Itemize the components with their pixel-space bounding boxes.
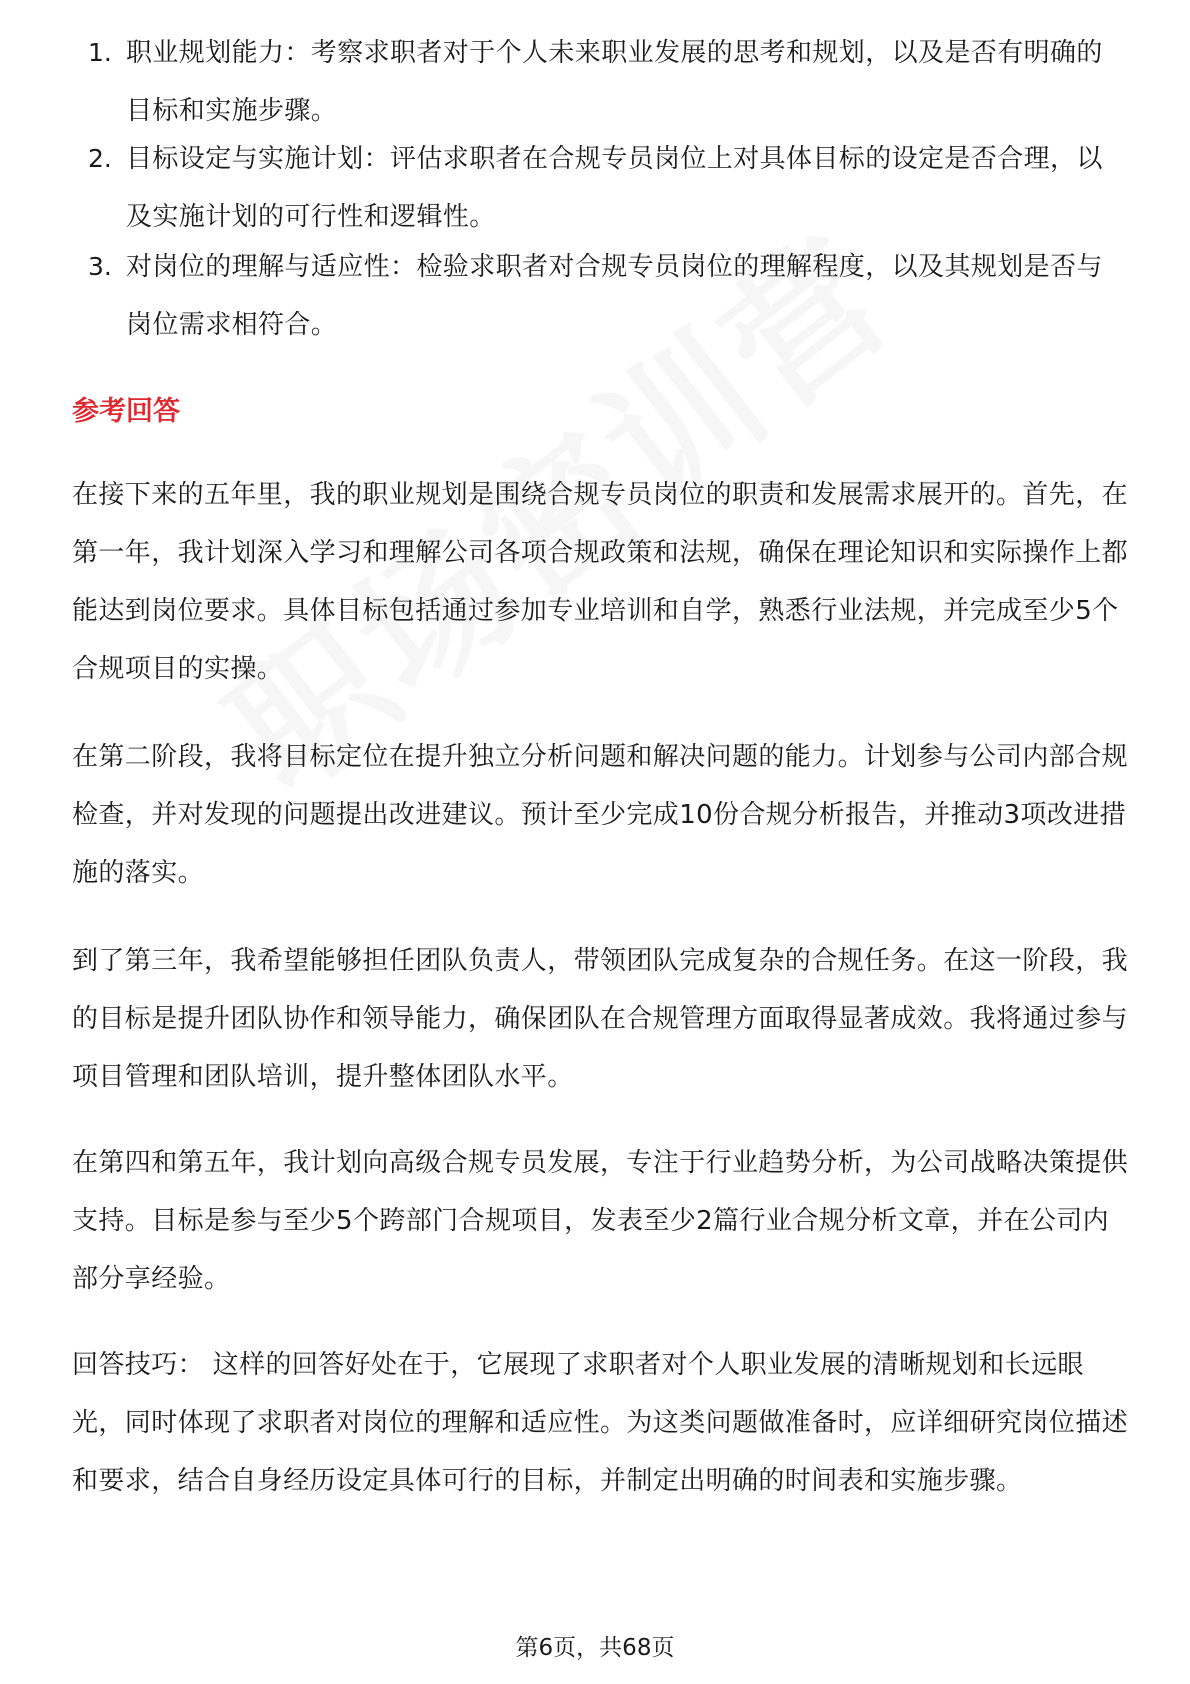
answer-paragraph: 在第四和第五年，我计划向高级合规专员发展，专注于行业趋势分析，为公司战略决策提供支持。目标是参与至少5个跨部门合规项目，发表至少2篇行业合规分析文章，并在公司内部分享经验。 <box>72 1148 1129 1294</box>
list-item-text: 目标设定与实施计划：评估求职者在合规专员岗位上对具体目标的设定是否合理，以及实施计划的可行性和逻辑性。 <box>126 144 1103 232</box>
answer-paragraph: 在接下来的五年里，我的职业规划是围绕合规专员岗位的职责和发展需求展开的。首先，在第一年，我计划深入学习和理解公司各项合规政策和法规，确保在理论知识和实际操作上都能达到岗位要求。具体目标包括通过参加专业培训和自学，熟悉行业法规，并完成至少5个合规项目的实操。 <box>72 480 1129 684</box>
list-number: 2. <box>88 144 112 173</box>
answer-paragraph: 在第二阶段，我将目标定位在提升独立分析问题和解决问题的能力。计划参与公司内部合规检查，并对发现的问题提出改进建议。预计至少完成10份合规分析报告，并推动3项改进措施的落实。 <box>72 742 1129 888</box>
list-number: 3. <box>88 252 112 281</box>
list-number: 1. <box>88 38 112 67</box>
page-number: 第6页，共68页 <box>515 1635 675 1661</box>
list-item-text: 职业规划能力：考察求职者对于个人未来职业发展的思考和规划，以及是否有明确的目标和实施步骤。 <box>126 38 1103 126</box>
answer-tips-paragraph: 回答技巧： 这样的回答好处在于，它展现了求职者对个人职业发展的清晰规划和长远眼光，同时体现了求职者对岗位的理解和适应性。为这类问题做准备时，应详细研究岗位描述和要求，结合自身经历设定具体可行的目标，并制定出明确的时间表和实施步骤。 <box>72 1350 1129 1496</box>
answer-paragraph: 到了第三年，我希望能够担任团队负责人，带领团队完成复杂的合规任务。在这一阶段，我的目标是提升团队协作和领导能力，确保团队在合规管理方面取得显著成效。我将通过参与项目管理和团队培训，提升整体团队水平。 <box>72 946 1129 1092</box>
list-item-text: 对岗位的理解与适应性：检验求职者对合规专员岗位的理解程度，以及其规划是否与岗位需求相符合。 <box>126 252 1103 340</box>
answer-heading: 参考回答 <box>72 396 180 427</box>
